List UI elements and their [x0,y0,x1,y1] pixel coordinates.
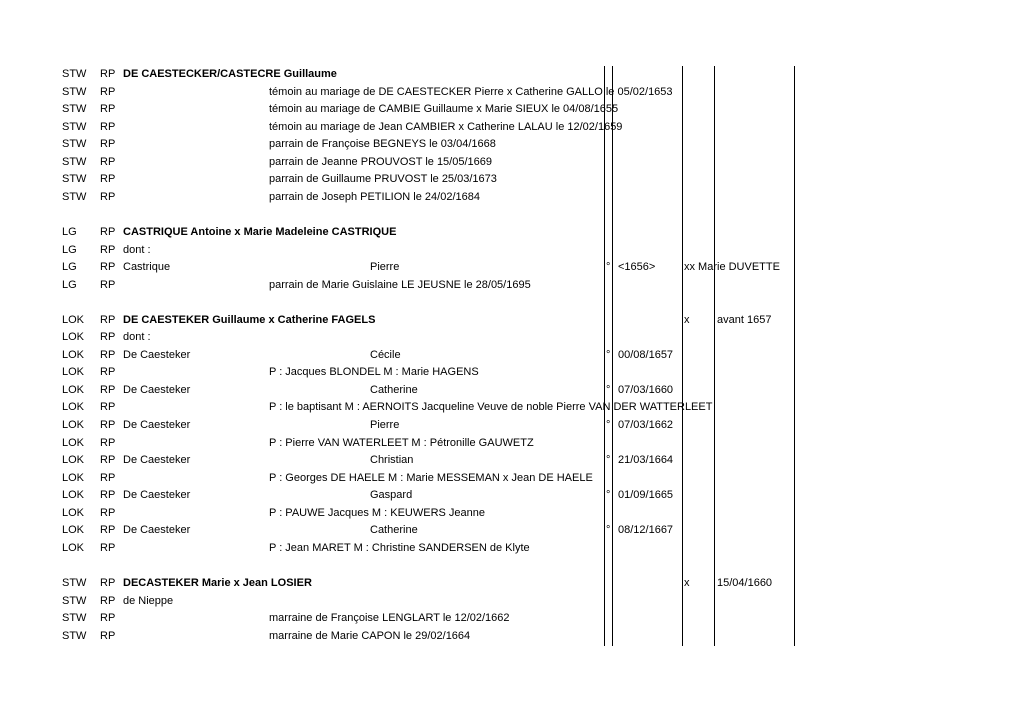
birth-mark-cell: ° [606,348,611,361]
source-cell: LOK [62,436,85,449]
source-cell: STW [62,190,87,203]
name-cell: DECASTEKER Marie x Jean LOSIER [123,576,312,589]
name-cell: de Nieppe [123,594,174,607]
table-row [0,189,1024,207]
type-cell: RP [100,138,116,151]
source-cell: LOK [62,313,85,326]
type-cell: RP [100,348,116,361]
firstname-cell: Pierre [370,261,400,274]
type-cell: RP [100,629,116,642]
firstname-cell: Christian [370,454,414,467]
table-row [0,171,1024,189]
table-row [0,206,1024,224]
type-cell: RP [100,190,116,203]
source-cell: STW [62,68,87,80]
type-cell: RP [100,454,116,467]
table-row [0,522,1024,540]
source-cell: STW [62,138,87,151]
source-cell: LOK [62,348,85,361]
type-cell: RP [100,85,116,98]
name-cell: De Caesteker [123,383,191,396]
source-cell: LOK [62,506,85,519]
table-row [0,452,1024,470]
marriage-date-cell: avant 1657 [717,313,772,326]
event-cell: témoin au mariage de Jean CAMBIER x Catherine LALAU le 12/02/1659 [269,120,623,133]
event-cell: P : Jacques BLONDEL M : Marie HAGENS [269,366,479,379]
name-cell: De Caesteker [123,419,191,431]
type-cell: RP [100,419,116,431]
event-cell: P : PAUWE Jacques M : KEUWERS Jeanne [269,506,486,519]
event-cell: P : Georges DE HAELE M : Marie MESSEMAN x Jean DE HAELE [269,471,593,484]
table-row [0,557,1024,575]
event-cell: P : Jean MARET M : Christine SANDERSEN de Klyte [269,541,530,554]
date-cell: 00/08/1657 [618,348,674,361]
source-cell: LOK [62,524,85,537]
table-row [0,399,1024,417]
source-cell: LG [62,225,77,238]
type-cell: RP [100,524,116,537]
type-cell: RP [100,366,116,379]
event-cell: parrain de Françoise BEGNEYS le 03/04/1668 [269,138,496,151]
table-row [0,312,1024,330]
source-cell: STW [62,576,87,589]
birth-mark-cell: ° [606,419,611,431]
type-cell: RP [100,278,116,291]
name-cell: De Caesteker [123,524,191,537]
table-row [0,84,1024,102]
type-cell: RP [100,576,116,589]
table-row [0,417,1024,435]
event-cell: P : Pierre VAN WATERLEET M : Pétronille GAUWETZ [269,436,534,449]
table-row [0,259,1024,277]
table-row [0,610,1024,628]
firstname-cell: Pierre [370,419,400,431]
event-cell: témoin au mariage de DE CAESTECKER Pierre x Catherine GALLO le 05/02/1653 [269,85,673,98]
type-cell: RP [100,541,116,554]
name-cell: De Caesteker [123,348,191,361]
event-cell: témoin au mariage de CAMBIE Guillaume x Marie SIEUX le 04/08/1655 [269,103,619,116]
type-cell: RP [100,594,116,607]
type-cell: RP [100,155,116,168]
table-row [0,540,1024,558]
marriage-cell: x [684,313,690,326]
event-cell: parrain de Joseph PETILION le 24/02/1684 [269,190,480,203]
type-cell: RP [100,103,116,116]
type-cell: RP [100,225,116,238]
source-cell: STW [62,103,87,116]
source-cell: STW [62,612,87,625]
source-cell: LOK [62,541,85,554]
table-row [0,575,1024,593]
table-row [0,382,1024,400]
table-row [0,435,1024,453]
source-cell: STW [62,85,87,98]
marriage-cell: xx Marie DUVETTE [684,261,780,274]
source-cell: LOK [62,383,85,396]
birth-mark-cell: ° [606,261,611,274]
table-row [0,294,1024,312]
name-cell: dont : [123,331,151,344]
event-cell: P : le baptisant M : AERNOITS Jacqueline Veuve de noble Pierre VAN DER WATTERLEET [269,401,713,414]
source-cell: LG [62,261,77,274]
name-cell: dont : [123,243,151,256]
source-cell: LOK [62,454,85,467]
source-cell: STW [62,629,87,642]
type-cell: RP [100,261,116,274]
name-cell: CASTRIQUE Antoine x Marie Madeleine CASTRIQUE [123,225,397,238]
name-cell: De Caesteker [123,489,191,502]
table-row [0,101,1024,119]
table-row [0,628,1024,646]
name-cell: De Caesteker [123,454,191,467]
birth-mark-cell: ° [606,383,611,396]
birth-mark-cell: ° [606,489,611,502]
name-cell: Castrique [123,261,171,274]
type-cell: RP [100,489,116,502]
source-cell: LOK [62,419,85,431]
type-cell: RP [100,436,116,449]
source-cell: STW [62,155,87,168]
table-row [0,66,1024,84]
marriage-date-cell: 15/04/1660 [717,576,773,589]
type-cell: RP [100,243,116,256]
event-cell: marraine de Françoise LENGLART le 12/02/1662 [269,612,510,625]
source-cell: STW [62,120,87,133]
type-cell: RP [100,506,116,519]
event-cell: parrain de Marie Guislaine LE JEUSNE le 28/05/1695 [269,278,531,291]
firstname-cell: Gaspard [370,489,413,502]
event-cell: parrain de Guillaume PRUVOST le 25/03/1673 [269,173,497,186]
date-cell: 21/03/1664 [618,454,674,467]
type-cell: RP [100,68,116,80]
marriage-cell: x [684,576,690,589]
event-cell: parrain de Jeanne PROUVOST le 15/05/1669 [269,155,492,168]
table-row [0,119,1024,137]
event-cell: marraine de Marie CAPON le 29/02/1664 [269,629,471,642]
source-cell: LOK [62,331,85,344]
source-cell: LOK [62,489,85,502]
table-row [0,329,1024,347]
table-row [0,242,1024,260]
table-row [0,364,1024,382]
table-row [0,136,1024,154]
date-cell: 07/03/1662 [618,419,674,431]
table-row [0,154,1024,172]
name-cell: DE CAESTECKER/CASTECRE Guillaume [123,68,337,80]
firstname-cell: Catherine [370,383,418,396]
date-cell: 01/09/1665 [618,489,674,502]
source-cell: LOK [62,401,85,414]
type-cell: RP [100,313,116,326]
source-cell: STW [62,594,87,607]
name-cell: DE CAESTEKER Guillaume x Catherine FAGELS [123,313,376,326]
source-cell: STW [62,173,87,186]
birth-mark-cell: ° [606,454,611,467]
type-cell: RP [100,401,116,414]
type-cell: RP [100,173,116,186]
source-cell: LOK [62,366,85,379]
source-cell: LG [62,243,77,256]
type-cell: RP [100,331,116,344]
table-row [0,487,1024,505]
date-cell: 07/03/1660 [618,383,674,396]
type-cell: RP [100,471,116,484]
firstname-cell: Catherine [370,524,418,537]
date-cell: <1656> [618,261,656,274]
type-cell: RP [100,383,116,396]
table-row [0,470,1024,488]
birth-mark-cell: ° [606,524,611,537]
table-row [0,593,1024,611]
source-cell: LOK [62,471,85,484]
firstname-cell: Cécile [370,348,401,361]
type-cell: RP [100,612,116,625]
date-cell: 08/12/1667 [618,524,674,537]
table-row [0,224,1024,242]
table-row [0,347,1024,365]
table-row [0,505,1024,523]
table-row [0,277,1024,295]
type-cell: RP [100,120,116,133]
source-cell: LG [62,278,77,291]
